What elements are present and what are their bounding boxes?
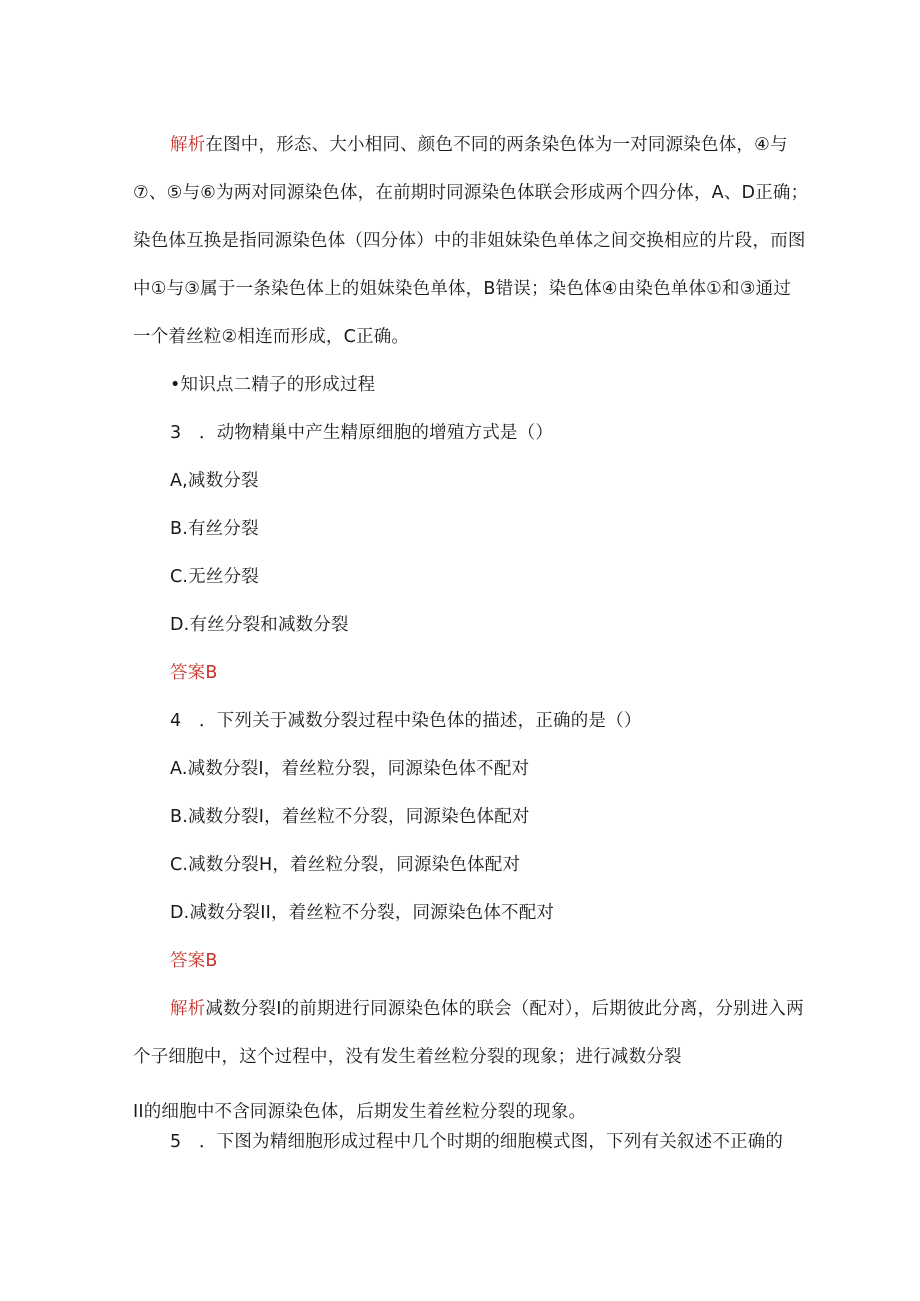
analysis2-text-1: 减数分裂I的前期进行同源染色体的联会（配对），后期彼此分离，分别进入两 bbox=[205, 999, 804, 1019]
q3-option-b: B.有丝分裂 bbox=[170, 519, 259, 539]
analysis1-line-1 bbox=[170, 133, 788, 157]
analysis2-line-2: 个子细胞中，这个过程中，没有发生着丝粒分裂的现象；进行减数分裂 bbox=[133, 1047, 682, 1067]
q3-option-d: D.有丝分裂和减数分裂 bbox=[170, 615, 349, 635]
q3-answer-value: B bbox=[205, 663, 218, 683]
q3-stem: 3 ．动物精巢中产生精原细胞的增殖方式是（） bbox=[170, 423, 554, 443]
q3-option-a: A,减数分裂 bbox=[170, 471, 259, 491]
q4-answer-label: 答案 bbox=[170, 951, 206, 971]
q4-option-b: B.减数分裂I，着丝粒不分裂，同源染色体配对 bbox=[170, 807, 530, 827]
section-heading: •知识点二精子的形成过程 bbox=[170, 375, 376, 395]
q3-answer bbox=[170, 661, 218, 685]
q4-option-a: A.减数分裂I，着丝粒分裂，同源染色体不配对 bbox=[170, 759, 530, 779]
q4-answer bbox=[170, 949, 218, 973]
analysis2-line-3: II的细胞中不含同源染色体，后期发生着丝粒分裂的现象。 bbox=[133, 1102, 587, 1122]
analysis1-line-2: ⑦、⑤与⑥为两对同源染色体，在前期时同源染色体联会形成两个四分体，A、D正确； bbox=[133, 183, 809, 203]
analysis1-line-5: 一个着丝粒②相连而形成，C正确。 bbox=[133, 327, 410, 347]
analysis2-label: 解析 bbox=[170, 999, 206, 1019]
analysis2-line-1 bbox=[170, 997, 804, 1021]
q4-option-c: C.减数分裂H，着丝粒分裂，同源染色体配对 bbox=[170, 855, 521, 875]
q3-option-c: C.无丝分裂 bbox=[170, 567, 259, 587]
q4-option-d: D.减数分裂II，着丝粒不分裂，同源染色体不配对 bbox=[170, 903, 555, 923]
q5-stem: 5 ．下图为精细胞形成过程中几个时期的细胞模式图，下列有关叙述不正确的 bbox=[170, 1132, 784, 1152]
q3-answer-label: 答案 bbox=[170, 663, 206, 683]
analysis1-line-4: 中①与③属于一条染色体上的姐妹染色单体，B错误；染色体④由染色单体①和③通过 bbox=[133, 279, 792, 299]
q4-stem: 4 ．下列关于减数分裂过程中染色体的描述，正确的是（） bbox=[170, 711, 642, 731]
analysis1-text-1: 在图中，形态、大小相同、颜色不同的两条染色体为一对同源染色体，④与 bbox=[205, 135, 788, 155]
q4-answer-value: B bbox=[205, 951, 218, 971]
analysis1-line-3: 染色体互换是指同源染色体（四分体）中的非姐妹染色单体之间交换相应的片段，而图 bbox=[133, 231, 806, 251]
analysis1-label: 解析 bbox=[170, 135, 206, 155]
